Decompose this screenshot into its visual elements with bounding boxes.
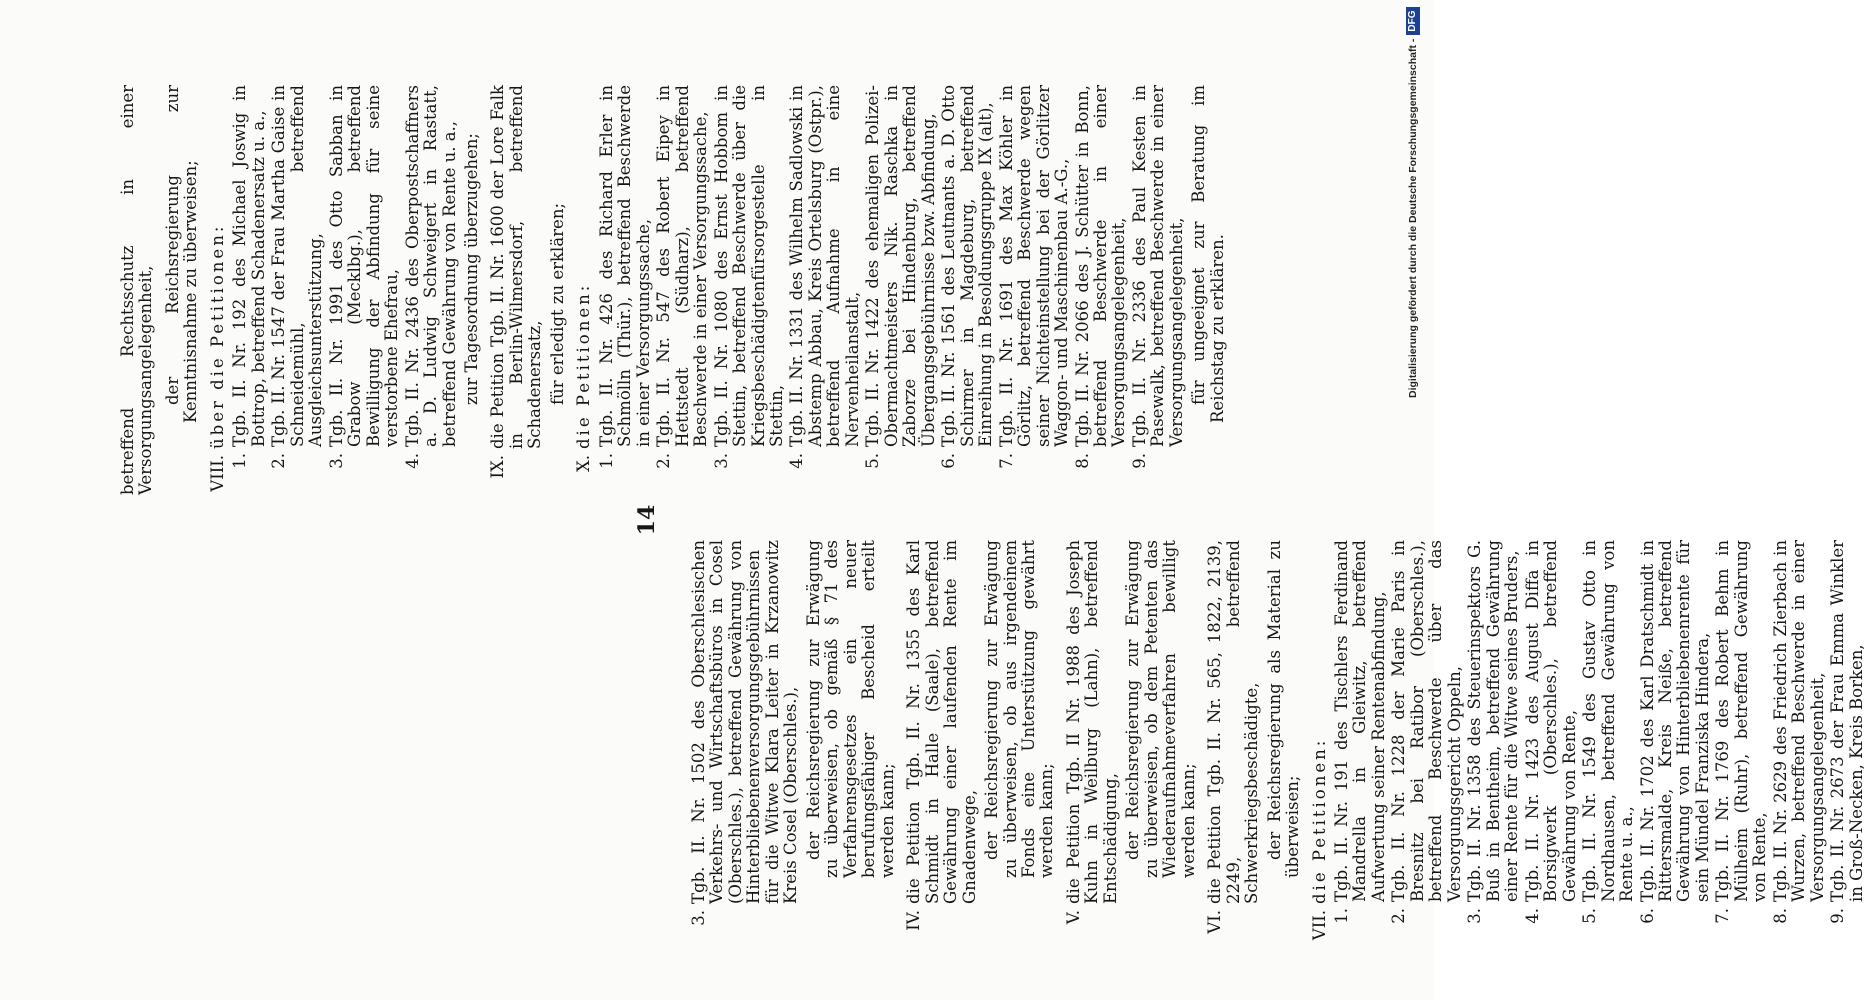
list-item-number: 3. [326, 453, 346, 469]
section-number: X. [574, 455, 594, 472]
list-item-number: 5. [863, 453, 883, 469]
list-item-text: Tgb. II. Nr. 547 des Robert Eipey in Hettstedt (Südharz), betreffend Beschwerde in einer Versorgungssache, [654, 85, 711, 447]
list-item-number: 8. [1770, 908, 1790, 924]
list-item [1131, 85, 1186, 495]
section-number: VIII. [207, 455, 227, 492]
section-number: VI. [1205, 910, 1225, 934]
list-item-text: Tgb. II. Nr. 2629 des Friedrich Zierbach in Wurzen, betreffend Beschwerde in einer Versorgungsangelegenheit, [1770, 540, 1827, 902]
list-item [1639, 540, 1713, 950]
section-number: IX. [488, 455, 508, 479]
section-text: die Petitionen: [1309, 737, 1329, 904]
list-item [788, 85, 862, 495]
list-item-number: 8. [1072, 453, 1092, 469]
digitization-credit-text-wrap [1398, 8, 1428, 398]
list-item-number: 2. [654, 453, 674, 469]
list-item [864, 85, 938, 495]
list-item [1333, 540, 1388, 950]
list-item-number: 3. [1465, 908, 1485, 924]
section-v [1065, 540, 1120, 950]
section-vii [1311, 540, 1329, 950]
section-number: V. [1063, 910, 1083, 925]
list-item-text: Tgb. II. Nr. 192 des Michael Joswig in Bottrop, betreffend Schadenersatz u. a., [230, 85, 268, 447]
list-item-number: 1. [1332, 908, 1351, 924]
section-text: die Petition Tgb. II. Nr. 1600 der Lore Falk in Berlin-Wilmersdorf, betreffend Schadenersatz, [488, 85, 545, 449]
list-item-text: Tgb. II. Nr. 426 des Richard Erler in Schmölln (Thür.), betreffend Beschwerde in einer Versorgungssache, [596, 85, 653, 447]
list-item [231, 85, 268, 495]
decision-text: zur Tagesordnung überzugehen; [461, 133, 481, 405]
list-item-number: 9. [1828, 908, 1848, 924]
continuation-text: betreffend Rechtsschutz in einer Versorgungsangelegenheit, [118, 85, 156, 495]
list-item-text: Tgb. II. Nr. 1549 des Gustav Otto in Nordhausen, betreffend Gewährung von Rente u. a., [1580, 540, 1637, 902]
section-iv [905, 540, 979, 950]
decision-text: der Reichsregierung zur Erwägung zu überweisen, ob gemäß § 71 des Verfahrensgesetzes ein neuer berufungsfähiger Bescheid erteilt werden kann; [803, 540, 897, 878]
page-number: 14 [634, 504, 660, 536]
list-item-text: Tgb. II. Nr. 1547 der Frau Martha Gaise in Schneidemühl, betreffend Ausgleichsunterstützung, [269, 85, 326, 447]
decision-text: der Reichsregierung zur Erwägung zu überweisen, ob dem Petenten das Wiederaufnahmeverfahren bewilligt werden kann; [1123, 540, 1198, 878]
list-item [270, 85, 325, 495]
list-item-number: 5. [1580, 908, 1600, 924]
list-item-text: Tgb. II. Nr. 1561 des Leutnants a. D. Otto Schirmer in Magdeburg, betreffend Einreihung in Besoldungsgruppe IX (alt), [939, 85, 996, 447]
section-text: die Petitionen: [574, 282, 594, 449]
decision-text: für ungeeignet zur Beratung im Reichstag zu erklären. [1189, 85, 1227, 423]
decision-text: für erledigt zu erklären; [547, 202, 567, 405]
list-item [598, 85, 653, 495]
section-vi [1206, 540, 1261, 950]
list-item-text: Tgb. II. Nr. 1991 des Otto Sabban in Grabow (Mecklbg.), betreffend Bewilligung der Abfindung für seine verstorbene Ehefrau, [326, 85, 402, 447]
list-item [713, 85, 787, 495]
list-item-number: 2. [269, 453, 289, 469]
list-item [998, 85, 1072, 495]
section-x [575, 85, 593, 495]
list-item [940, 85, 995, 495]
digitization-credit [1398, 8, 1428, 398]
list-item-text: Tgb. II. Nr. 1691 des Max Köhler in Görlitz, betreffend Beschwerde wegen seiner Nichteinstellung bei der Görlitzer Waggon- und Maschinenbau A.-G., [996, 85, 1072, 447]
list-item-text: Tgb. II. Nr. 2066 des J. Schütter in Bonn, betreffend Beschwerde in einer Versorgungsangelegenheit, [1072, 85, 1129, 447]
list-item-number: 1. [230, 453, 250, 469]
rotated-content [40, 50, 1866, 950]
list-item [1772, 540, 1827, 950]
list-item [1390, 540, 1464, 950]
section-number: IV. [904, 910, 924, 931]
list-item-number: 6. [1637, 908, 1657, 924]
list-item-text: Tgb. II. Nr. 1080 des Ernst Hobbom in Stettin, betreffend Beschwerde über die Kriegsbeschädigtenfürsorgestelle in Stettin, [711, 85, 786, 447]
digitization-credit-text: Digitalisierung gefördert durch die Deutsche Forschungsgemeinschaft - [1407, 38, 1419, 398]
list-item [1466, 540, 1521, 950]
section-text: die Petition Tgb. II. Nr. 565, 1822, 2139, 2249, betreffend Schwerkriegsbeschädigte, [1205, 540, 1262, 904]
decision-text: der Reichsregierung zur Erwägung zu überweisen, ob aus irgendeinem Fonds eine Unterstützung gewährt werden kann; [982, 540, 1057, 878]
item-number: 3. [689, 910, 708, 926]
list-item-text: Tgb. II. Nr. 1423 des August Diffa in Borsigwerk (Oberschles.), betreffend Gewährung von Rente, [1522, 540, 1579, 902]
list-item-number: 3. [711, 453, 731, 469]
list-item [1714, 540, 1769, 950]
list-item-number: 4. [402, 453, 422, 469]
section-ix [489, 85, 544, 495]
section-number: VII. [1309, 910, 1329, 941]
section-text: über die Petitionen: [207, 223, 227, 449]
item-text: Tgb. II. Nr. 1502 des Oberschlesischen Verkehrs- und Wirtschaftsbüros in Cosel (Oberschles.), betreffend Gewährung von Hinterbliebenenversorgungsgebührnissen für die Witwe Klara Leiter in Krzanowitz Kreis Cosel (Oberschles.), [689, 540, 801, 904]
list-item-number: 7. [1713, 908, 1733, 924]
list-item-text: Tgb. II. Nr. 1358 des Steuerinspektors G. Buß in Bentheim, betreffend Gewährung einer Rente für die Witwe seines Bruders, [1465, 540, 1522, 902]
item-3 [690, 540, 801, 950]
list-item [655, 85, 710, 495]
list-item-text: Tgb. II. Nr. 1228 der Marie Paris in Bresnitz bei Ratibor (Oberschles.), betreffend Beschwerde über das Versorgungsgericht Oppeln, [1389, 540, 1464, 902]
list-item-number: 7. [996, 453, 1016, 469]
list-item [1524, 540, 1579, 950]
list-item-text: Tgb. II. Nr. 191 des Tischlers Ferdinand Mandrella in Gleiwitz, betreffend Aufwertung seiner Rentenabfindung, [1332, 540, 1388, 902]
list-item-text: Tgb. II. Nr. 1331 des Wilhelm Sadlowski in Abstemp Abbau, Kreis Ortelsburg (Ostpr.), betreffend Aufnahme in eine Nervenheilanstalt, [787, 85, 862, 447]
list-item-number: 2. [1389, 908, 1409, 924]
section-text: die Petition Tgb. II. Nr. 1355 des Karl Schmidt in Halle (Saale), betreffend Gewährung einer laufenden Rente im Gnadenwege, [904, 540, 979, 904]
left-column [690, 540, 1868, 950]
list-item-text: Tgb. II. Nr. 2673 der Frau Emma Winkler in Groß-Necken, Kreis Borken, [1828, 540, 1866, 902]
section-viii [209, 85, 227, 495]
list-item-number: 6. [939, 453, 959, 469]
list-item-number: 1. [596, 453, 616, 469]
section-text: die Petition Tgb. II Nr. 1988 des Joseph Kuhn in Weilburg (Lahn), betreffend Entschädigung, [1063, 540, 1120, 904]
list-item-number: 4. [1522, 908, 1542, 924]
list-item [1829, 540, 1866, 950]
list-item-text: Tgb. II. Nr. 2436 des Oberpostschaffners a. D. Ludwig Schweigert in Rastatt, betreffend Gewährung von Rente u. a., [402, 85, 459, 447]
dfg-logo: DFG [1406, 8, 1420, 35]
list-item-text: Tgb. II. Nr. 1422 des ehemaligen Polizei-Obermachtmeisters Nik. Raschka in Zaborze bei Hindenburg, betreffend Übergangsgebührnisse bzw. Abfindung, [863, 85, 938, 447]
list-item-text: Tgb. II. Nr. 2336 des Paul Kesten in Pasewalk, betreffend Beschwerde in einer Versorgungsangelegenheit, [1129, 85, 1186, 447]
right-column [115, 85, 1235, 495]
list-item [1581, 540, 1636, 950]
list-item [1074, 85, 1129, 495]
list-item [328, 85, 402, 495]
list-item-number: 4. [787, 453, 807, 469]
list-item-text: Tgb. II. Nr. 1702 des Karl Dratschmidt in Rittersmalde, Kreis Neiße, betreffend Gewährung von Hinterbliebenenrente für sein Mündel Franziska Hindera, [1637, 540, 1712, 902]
decision-text: der Reichsregierung zur Kenntnisnahme zu überweisen; [162, 85, 201, 423]
list-item-number: 9. [1129, 453, 1149, 469]
list-item [404, 85, 459, 495]
decision-text: der Reichsregierung als Material zu überweisen; [1264, 540, 1303, 878]
list-item-text: Tgb. II. Nr. 1769 des Robert Behm in Mülheim (Ruhr), betreffend Gewährung von Rente, [1713, 540, 1770, 902]
